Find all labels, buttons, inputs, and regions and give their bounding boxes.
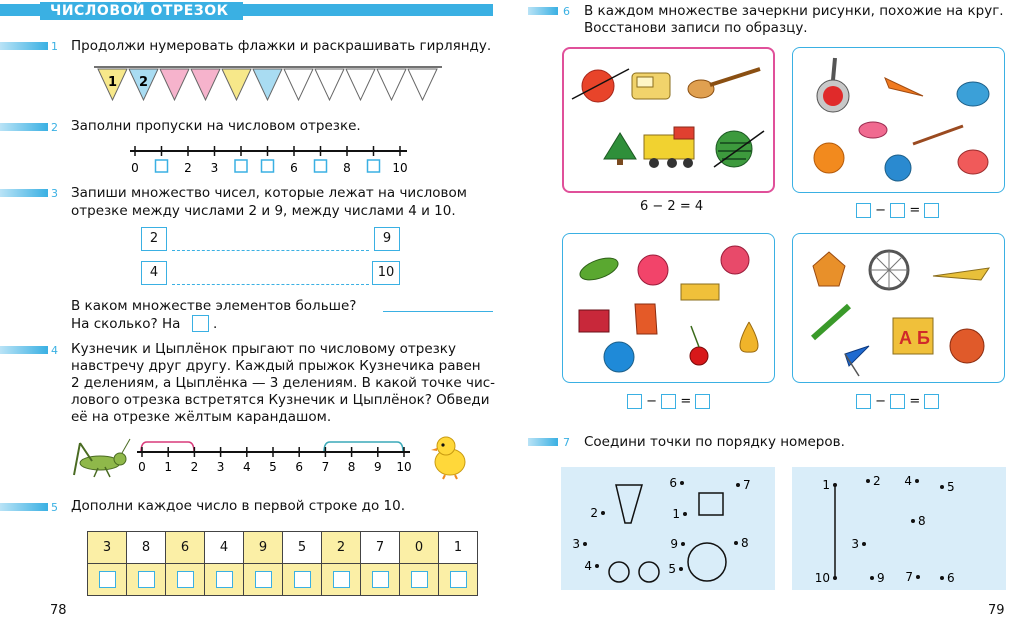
cube-letters: А Б — [899, 328, 930, 348]
start-box: 2 — [141, 227, 167, 251]
task4-line: Кузнечик и Цыплёнок прыгают по числовому отрезку — [71, 341, 456, 357]
tick-label: 1 — [164, 460, 173, 474]
answer-box[interactable] — [924, 203, 939, 218]
dots-right-svg — [792, 467, 1006, 590]
task6-line1: В каждом множестве зачеркни рисунки, похожие на круг. — [584, 3, 1004, 19]
number-line-task2[interactable] — [125, 143, 415, 177]
answer-box[interactable] — [192, 315, 209, 332]
garland-flag[interactable] — [315, 69, 344, 100]
dot[interactable] — [583, 542, 587, 546]
answer-box[interactable] — [255, 571, 272, 588]
answer-cell[interactable] — [322, 564, 361, 596]
dot-label: 8 — [918, 514, 926, 528]
dot-label: 3 — [851, 537, 859, 551]
number-cell: 6 — [166, 532, 205, 564]
end-box: 10 — [372, 261, 400, 285]
tick-label: 5 — [269, 460, 277, 474]
period: . — [213, 316, 218, 332]
answer-box[interactable] — [856, 203, 871, 218]
task-number: 1 — [51, 40, 58, 53]
number-cell: 7 — [361, 532, 400, 564]
dot-label: 6 — [669, 476, 677, 490]
grasshopper-icon — [70, 433, 132, 481]
number-cell: 5 — [283, 532, 322, 564]
flag-number: 1 — [107, 75, 118, 90]
answer-box[interactable] — [333, 571, 350, 588]
dot[interactable] — [595, 564, 599, 568]
answer-box[interactable] — [411, 571, 428, 588]
garland-flag[interactable] — [408, 69, 437, 100]
blank-box[interactable] — [262, 160, 274, 172]
task-marker — [528, 438, 558, 446]
tick-label: 9 — [373, 460, 382, 474]
dot[interactable] — [916, 575, 920, 579]
answer-cell[interactable] — [205, 564, 244, 596]
dot-label: 5 — [947, 480, 955, 494]
garland — [92, 62, 448, 104]
panel3-items — [563, 234, 773, 380]
start-box: 4 — [141, 261, 167, 285]
task-number: 4 — [51, 344, 58, 357]
tick-label: 10 — [392, 161, 408, 175]
task4-line: лового отрезка встретятся Кузнечик и Цыплёнок? Обведи — [71, 392, 490, 408]
task7-text: Соедини точки по порядку номеров. — [584, 434, 845, 450]
dot[interactable] — [680, 481, 684, 485]
tick-label: 8 — [343, 161, 351, 175]
tick-label: 3 — [210, 161, 219, 175]
answer-line[interactable] — [172, 284, 369, 285]
tick-label: 4 — [242, 460, 251, 474]
tick-label: 8 — [347, 460, 356, 474]
dot[interactable] — [679, 567, 683, 571]
tick-label: 6 — [290, 161, 298, 175]
answer-box[interactable] — [924, 394, 939, 409]
answer-cell[interactable] — [166, 564, 205, 596]
task6-line2: Восстанови записи по образцу. — [584, 20, 808, 36]
answer-box[interactable] — [627, 394, 642, 409]
minus-sign: − — [875, 394, 887, 409]
number-cell: 3 — [88, 532, 127, 564]
equals-sign: = — [909, 394, 921, 409]
task-number: 3 — [51, 187, 58, 200]
answer-box[interactable] — [695, 394, 710, 409]
task-marker — [0, 503, 48, 511]
equals-sign: = — [680, 394, 692, 409]
task4-line: её на отрезке жёлтым карандашом. — [71, 409, 332, 425]
garland-flag[interactable] — [377, 69, 406, 100]
complement-table — [87, 531, 478, 596]
page-number-right: 79 — [988, 603, 1005, 618]
dot-label: 10 — [814, 571, 830, 585]
set-panel-2 — [792, 47, 1005, 193]
tick-label: 7 — [321, 460, 330, 474]
equation-template — [856, 203, 939, 218]
answer-cell[interactable] — [361, 564, 400, 596]
dot[interactable] — [911, 519, 915, 523]
task3-line1: Запиши множество чисел, которые лежат на числовом — [71, 185, 467, 201]
dot-label: 9 — [670, 537, 678, 551]
answer-box[interactable] — [177, 571, 194, 588]
minus-sign: − — [875, 203, 887, 218]
task3-question: В каком множестве элементов больше? — [71, 298, 357, 314]
garland-flag[interactable] — [191, 69, 220, 100]
number-cell: 9 — [244, 532, 283, 564]
task-marker — [0, 42, 48, 50]
task-marker — [0, 189, 48, 197]
blank-box[interactable] — [156, 160, 168, 172]
tick-label: 10 — [396, 460, 412, 474]
number-cell: 2 — [322, 532, 361, 564]
dot-label: 7 — [743, 478, 751, 492]
dot[interactable] — [734, 541, 738, 545]
tick-label: 2 — [190, 460, 199, 474]
answer-box[interactable] — [372, 571, 389, 588]
answer-line[interactable] — [383, 311, 493, 312]
equals-sign: = — [909, 203, 921, 218]
task4-line: навстречу друг другу. Каждый прыжок Кузнечика равен — [71, 358, 481, 374]
dot-label: 1 — [822, 478, 830, 492]
dot[interactable] — [683, 512, 687, 516]
task-number: 5 — [51, 501, 58, 514]
dot-label: 5 — [668, 562, 676, 576]
answer-cell[interactable] — [127, 564, 166, 596]
task4-line: 2 делениям, а Цыплёнка — 3 делениям. В какой точке чис- — [71, 375, 496, 391]
dot-label: 4 — [904, 474, 912, 488]
answer-box[interactable] — [890, 203, 905, 218]
page-number-left: 78 — [50, 603, 67, 618]
task1-text: Продолжи нумеровать флажки и раскрашивать гирлянду. — [71, 38, 492, 54]
task2-text: Заполни пропуски на числовом отрезке. — [71, 118, 361, 134]
dot-label: 9 — [877, 571, 885, 585]
tick-label: 2 — [184, 161, 192, 175]
dot[interactable] — [736, 483, 740, 487]
set-panel-4 — [792, 233, 1005, 383]
page-title: ЧИСЛОВОЙ ОТРЕЗОК — [40, 2, 243, 20]
dot[interactable] — [601, 511, 605, 515]
number-line-task4[interactable] — [132, 436, 416, 476]
garland-flag[interactable] — [346, 69, 375, 100]
tick-label: 3 — [216, 460, 225, 474]
number-cell: 4 — [205, 532, 244, 564]
answer-box[interactable] — [99, 571, 116, 588]
tick-label: 6 — [295, 460, 304, 474]
task-number: 7 — [563, 436, 570, 449]
answer-box[interactable] — [661, 394, 676, 409]
tick-label: 0 — [138, 460, 146, 474]
dot[interactable] — [833, 576, 837, 580]
task-number: 6 — [563, 5, 570, 18]
dot[interactable] — [915, 479, 919, 483]
task-number: 2 — [51, 121, 58, 134]
answer-cell[interactable] — [283, 564, 322, 596]
task-marker — [528, 7, 558, 15]
panel2-items — [793, 48, 1003, 190]
task3-line2: отрезке между числами 2 и 9, между числами 4 и 10. — [71, 203, 456, 219]
answer-box[interactable] — [450, 571, 467, 588]
chick-icon — [428, 432, 470, 480]
dot-label: 2 — [873, 474, 881, 488]
equation-template — [627, 394, 710, 409]
dot[interactable] — [870, 576, 874, 580]
dot-label: 3 — [572, 537, 580, 551]
task3-question2: На сколько? На — [71, 316, 181, 332]
dots-panel-left[interactable] — [561, 467, 775, 590]
dot-label: 8 — [741, 536, 749, 550]
answer-box[interactable] — [856, 394, 871, 409]
garland-flag[interactable] — [160, 69, 189, 100]
task-marker — [0, 123, 48, 131]
dot[interactable] — [940, 485, 944, 489]
sample-equation: 6 − 2 = 4 — [640, 199, 704, 214]
task5-text: Дополни каждое число в первой строке до 10. — [71, 498, 405, 514]
number-cell: 0 — [400, 532, 439, 564]
dot[interactable] — [866, 479, 870, 483]
dot-label: 4 — [584, 559, 592, 573]
answer-cell[interactable] — [88, 564, 127, 596]
dot-label: 6 — [947, 571, 955, 585]
number-cell: 1 — [439, 532, 478, 564]
garland-flag[interactable] — [284, 69, 313, 100]
end-box: 9 — [374, 227, 400, 251]
dot[interactable] — [681, 542, 685, 546]
answer-cell[interactable] — [244, 564, 283, 596]
answer-box[interactable] — [890, 394, 905, 409]
garland-flag[interactable] — [222, 69, 251, 100]
answer-cell[interactable] — [439, 564, 478, 596]
answer-box[interactable] — [216, 571, 233, 588]
garland-flag[interactable] — [253, 69, 282, 100]
blank-box[interactable] — [315, 160, 327, 172]
answer-cell[interactable] — [400, 564, 439, 596]
dot-label: 7 — [905, 570, 913, 584]
tick-label: 0 — [131, 161, 139, 175]
dot[interactable] — [862, 542, 866, 546]
number-cell: 8 — [127, 532, 166, 564]
answer-box[interactable] — [294, 571, 311, 588]
set-panel-1 — [562, 47, 775, 193]
panel1-items — [564, 49, 773, 191]
minus-sign: − — [646, 394, 658, 409]
dot-label: 2 — [590, 506, 598, 520]
answer-box[interactable] — [138, 571, 155, 588]
dot[interactable] — [833, 483, 837, 487]
blank-box[interactable] — [368, 160, 380, 172]
equation-template — [856, 394, 939, 409]
dot[interactable] — [940, 576, 944, 580]
flag-number: 2 — [138, 75, 149, 90]
dots-left-svg — [561, 467, 775, 590]
dot-label: 1 — [672, 507, 680, 521]
set-panel-3 — [562, 233, 775, 383]
task-marker — [0, 346, 48, 354]
dots-panel-right[interactable] — [792, 467, 1006, 590]
answer-line[interactable] — [172, 250, 369, 251]
panel4-items — [793, 234, 1003, 380]
blank-box[interactable] — [235, 160, 247, 172]
